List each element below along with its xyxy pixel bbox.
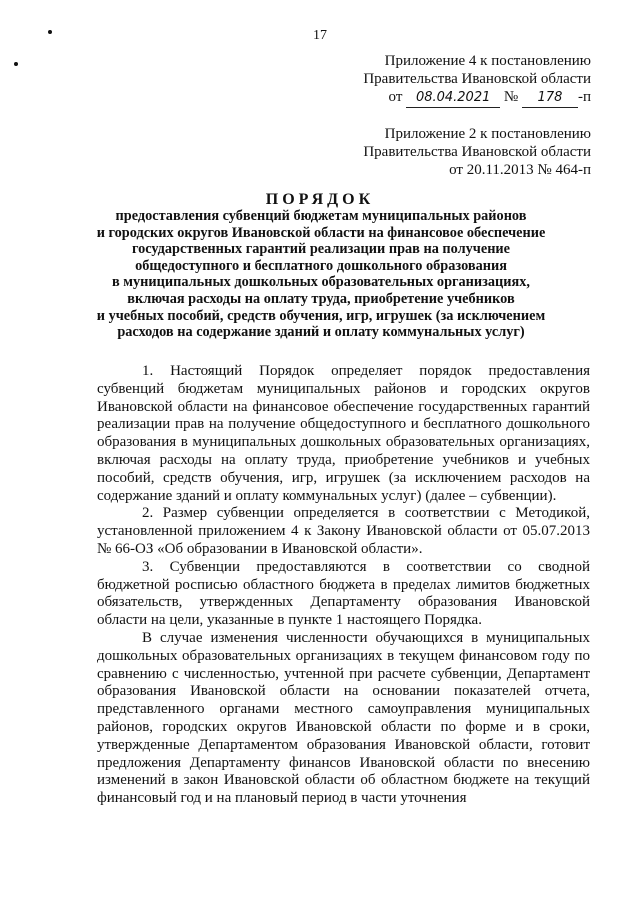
paragraph-4: В случае изменения численности обучающихся в муниципальных дошкольных образовательных организациях в текущем финансовом году по сравнению с численностью, учтенной при расчете субвенции, Департамент образования Ивановской области на основании показателей отчета, представленного органами местного самоуправления муниципальных районов, городских округов Ивановской области по форме и в сроки, утвержденные Департаментом образования Ивановской области, готовит предложения Департаменту финансов Ивановской области по внесению изменений в закон Ивановской области об областном бюджете на текущий финансовый год и на плановый период в части уточнения <box>97 629 590 807</box>
subtitle-line: государственных гарантий реализации прав на получение <box>131 241 511 258</box>
document-body <box>97 363 590 808</box>
number-suffix: -п <box>577 89 591 105</box>
paragraph-1: 1. Настоящий Порядок определяет порядок предоставления субвенций бюджетам муниципальных районов и городских округов Ивановской области на финансовое обеспечение государственных гарантий реализации прав на получение общедоступного и бесплатного дошкольного образования в муниципальных дошкольных образовательных организациях, включая расходы на оплату труда, приобретение учебников и учебных пособий, средств обучения, игр, игрушек (за исключением расходов на содержание зданий и оплату коммунальных услуг) (далее – субвенции). <box>97 363 590 504</box>
document-subtitle <box>60 208 582 341</box>
handwritten-number: 178 <box>522 89 578 108</box>
appendix-previous-line2: Правительства Ивановской области <box>363 144 591 160</box>
appendix-current-header <box>363 52 591 108</box>
subtitle-line: предоставления субвенций бюджетам муниципальных районов <box>115 208 527 224</box>
paragraph-2: 2. Размер субвенции определяется в соответствии с Методикой, установленной приложением 4 к Закону Ивановской области от 05.07.2013 № 66-ОЗ «Об образовании в Ивановской области». <box>97 505 590 557</box>
scan-speck-left <box>14 62 18 66</box>
subtitle-line: общедоступного и бесплатного дошкольного образования <box>135 257 507 274</box>
appendix-previous-line1: Приложение 2 к постановлению <box>384 126 591 142</box>
subtitle-line: включая расходы на оплату труда, приобретение учебников <box>127 290 515 307</box>
subtitle-line: и городских округов Ивановской области на финансовое обеспечение <box>96 224 546 241</box>
appendix-previous-header <box>363 125 591 179</box>
paragraph-3: 3. Субвенции предоставляются в соответствии со сводной бюджетной росписью областного бюджета в пределах лимитов бюджетных обязательств, утвержденных Департаменту образования Ивановской области на цели, указанные в пункте 1 настоящего Порядка. <box>97 558 590 629</box>
subtitle-line: в муниципальных дошкольных образовательных организациях, <box>112 274 530 291</box>
appendix-current-line1: Приложение 4 к постановлению <box>384 53 591 69</box>
subtitle-line: расходов на содержание зданий и оплату коммунальных услуг) <box>117 324 525 341</box>
number-sign: № <box>503 89 519 105</box>
handwritten-date: 08.04.2021 <box>406 89 500 108</box>
document-title: ПОРЯДОК <box>265 191 375 208</box>
appendix-previous-line3: от 20.11.2013 № 464-п <box>449 162 591 178</box>
appendix-current-line3 <box>363 88 591 108</box>
appendix-current-line2: Правительства Ивановской области <box>363 71 591 87</box>
page-number: 17 <box>313 28 327 43</box>
subtitle-line: и учебных пособий, средств обучения, игр, игрушек (за исключением <box>96 307 546 324</box>
from-label: от <box>388 89 403 105</box>
